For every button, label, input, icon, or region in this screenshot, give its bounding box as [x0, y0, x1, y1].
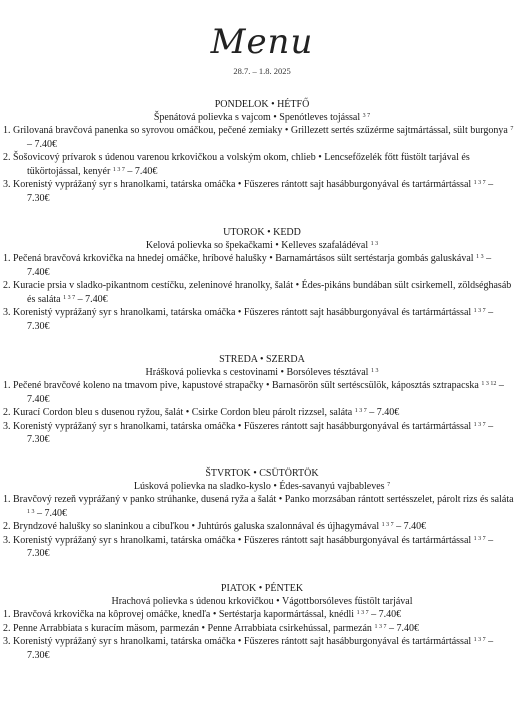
- meal-number: 1.: [3, 494, 11, 505]
- meal-item: [0, 622, 524, 636]
- meal-price: – 7.40€: [388, 622, 419, 634]
- meal-price: – 7.40€: [27, 253, 492, 278]
- meal-price: – 7.30€: [27, 420, 494, 445]
- meal-price: – 7.40€: [27, 380, 504, 405]
- soup-allergens: 1 3: [370, 241, 379, 247]
- meal-item: [0, 608, 524, 622]
- meal-allergens: 1 3 7: [473, 308, 486, 314]
- soup-text: Hrášková polievka s cestovinami • Borsóleves tésztával: [145, 367, 369, 378]
- soup-text: Špenátová polievka s vajcom • Spenótleves tojással: [153, 112, 361, 123]
- meal-allergens: 1 3 7: [473, 637, 486, 643]
- meal-allergens: 1 3 7: [63, 294, 76, 301]
- meal-number: 1.: [3, 253, 11, 264]
- meal-number: 3.: [3, 534, 11, 546]
- meal-allergens: 1 3 7: [374, 623, 387, 630]
- meal-number: 2.: [3, 521, 11, 532]
- meal-allergens: 1 3 7: [473, 180, 486, 186]
- meal-item: [0, 279, 524, 306]
- soup-text: Hrachová polievka s údenou krkovičkou • Vágottborsóleves füstölt tarjával: [111, 596, 413, 607]
- meal-allergens: 1 3 7: [381, 522, 394, 528]
- meal-allergens: 1 3 7: [473, 535, 486, 542]
- day-title: UTOROK • KEDD: [223, 227, 301, 238]
- meal-number: 2.: [3, 622, 11, 634]
- soup-text: Lúsková polievka na sladko-kyslo • Édes-savanyú vajbableves: [133, 481, 385, 492]
- meal-list: [0, 379, 524, 447]
- meal-text: Bravčová krkovička na kôprovej omáčke, knedľa • Sertéstarja kapormártással, knédli: [13, 609, 355, 620]
- date-range: 28.7. – 1.8. 2025: [233, 66, 291, 76]
- meal-price: – 7.40€: [127, 165, 158, 177]
- meal-price: – 7.40€: [396, 521, 427, 532]
- meal-item: [0, 520, 524, 534]
- meal-allergens: 1 3: [27, 508, 35, 515]
- soup-allergens: 1 3: [370, 368, 379, 374]
- day-section-friday: [0, 582, 524, 662]
- meal-text: Kuracie prsia v sladko-pikantnom cestíčku, zeleninové hranolky, šalát • Édes-pikáns bundában sült csirkemell, zöldséghasáb és saláta: [13, 280, 512, 305]
- meal-allergens: 1 3: [476, 254, 484, 260]
- day-section-monday: [0, 98, 524, 205]
- meal-item: [0, 124, 524, 151]
- day-title: STREDA • SZERDA: [219, 354, 305, 365]
- day-title: PIATOK • PÉNTEK: [220, 583, 304, 594]
- meal-text: Korenistý vyprážaný syr s hranolkami, tatárska omáčka • Fűszeres rántott sajt hasábburgonyával és tartármártással: [13, 420, 472, 432]
- soup-line: [0, 239, 524, 252]
- meal-text: Bravčový rezeň vyprážaný v panko strúhanke, dusená ryža a šalát • Panko morzsában rántott sertésszelet, párolt rizs és saláta: [13, 494, 514, 505]
- meal-text: Korenistý vyprážaný syr s hranolkami, tatárska omáčka • Fűszeres rántott sajt hasábburgonyával és tartármártással: [13, 179, 472, 190]
- meal-price: – 7.30€: [27, 534, 494, 559]
- meal-item: [0, 493, 524, 520]
- meal-number: 2.: [3, 152, 11, 163]
- meal-text: Bryndzové halušky so slaninkou a cibuľkou • Juhtúrós galuska szalonnával és újhagymával: [13, 521, 380, 532]
- meal-allergens: 1 3 7: [112, 166, 125, 173]
- meal-number: 3.: [3, 179, 11, 190]
- meal-allergens: 1 3 7: [354, 408, 367, 414]
- meal-list: [0, 493, 524, 561]
- meal-item: [0, 406, 524, 420]
- meal-allergens: 1 3 12: [481, 381, 497, 387]
- meal-item: [0, 306, 524, 333]
- meal-price: – 7.30€: [27, 307, 494, 332]
- meal-text: Grilovaná bravčová panenka so syrovou omáčkou, pečené zemiaky • Grillezett sertés szűzérme sajtmártással, sült burgonya: [13, 125, 508, 136]
- soup-line: [0, 111, 524, 124]
- day-section-tuesday: [0, 226, 524, 333]
- meal-list: [0, 124, 524, 205]
- meal-price: – 7.40€: [77, 293, 108, 305]
- meal-item: [0, 635, 524, 662]
- meal-text: Šošovicový prívarok s údenou varenou krkovičkou a volským okom, chlieb • Lencsefőzelék főtt füstölt tarjával és tükörtojással, kenyér: [13, 152, 470, 177]
- meal-number: 3.: [3, 420, 11, 432]
- soup-allergens: 3 7: [362, 113, 371, 119]
- meal-number: 2.: [3, 407, 11, 418]
- day-title: PONDELOK • HÉTFŐ: [214, 99, 310, 110]
- meal-allergens: 1 3 7: [473, 421, 486, 428]
- meal-price: – 7.30€: [27, 636, 494, 661]
- meal-number: 1.: [3, 609, 11, 620]
- soup-text: Kelová polievka so špekačkami • Kelleves szafaládéval: [145, 240, 369, 251]
- meal-item: [0, 178, 524, 205]
- soup-allergens: 7: [387, 482, 391, 488]
- meal-text: Penne Arrabbiata s kuracím mäsom, parmezán • Penne Arrabbiata csirkehússal, parmezán: [13, 622, 372, 634]
- meal-item: [0, 534, 524, 561]
- meal-number: 3.: [3, 307, 11, 318]
- soup-line: [0, 595, 524, 608]
- meal-number: 3.: [3, 636, 11, 647]
- meal-list: [0, 608, 524, 662]
- meal-text: Kurací Cordon bleu s dusenou ryžou, šalát • Csirke Cordon bleu párolt rizzsel, saláta: [13, 407, 353, 418]
- soup-line: [0, 366, 524, 379]
- meal-text: Pečená bravčová krkovička na hnedej omáčke, hríbové halušky • Barnamártásos sült sertéstarja gombás galuskával: [13, 253, 474, 264]
- meal-price: – 7.40€: [27, 138, 57, 150]
- meal-price: – 7.30€: [27, 179, 494, 204]
- meal-list: [0, 252, 524, 333]
- meal-item: [0, 151, 524, 178]
- page-title: Menu: [210, 22, 314, 62]
- day-section-thursday: [0, 467, 524, 561]
- meal-text: Korenistý vyprážaný syr s hranolkami, tatárska omáčka • Fűszeres rántott sajt hasábburgonyával és tartármártással: [13, 534, 472, 546]
- meal-price: – 7.40€: [369, 407, 400, 418]
- meal-item: [0, 420, 524, 447]
- meal-text: Korenistý vyprážaný syr s hranolkami, tatárska omáčka • Fűszeres rántott sajt hasábburgonyával és tartármártással: [13, 636, 472, 647]
- day-section-wednesday: [0, 353, 524, 447]
- meal-item: [0, 252, 524, 279]
- meal-text: Pečené bravčové koleno na tmavom pive, kapustové strapačky • Barnasörön sült sertéscsülök, káposztás sztrapacska: [13, 380, 479, 391]
- meal-number: 2.: [3, 280, 11, 291]
- day-title: ŠTVRTOK • CSÜTÖRTÖK: [205, 468, 319, 479]
- meal-number: 1.: [3, 125, 11, 136]
- meal-text: Korenistý vyprážaný syr s hranolkami, tatárska omáčka • Fűszeres rántott sajt hasábburgonyával és tartármártással: [13, 307, 472, 318]
- meal-allergens: 1 3 7: [356, 610, 369, 616]
- meal-allergens: 7: [510, 126, 514, 132]
- soup-line: [0, 480, 524, 493]
- meal-price: – 7.40€: [371, 609, 402, 620]
- meal-price: – 7.40€: [37, 507, 67, 519]
- meal-item: [0, 379, 524, 406]
- meal-number: 1.: [3, 380, 11, 391]
